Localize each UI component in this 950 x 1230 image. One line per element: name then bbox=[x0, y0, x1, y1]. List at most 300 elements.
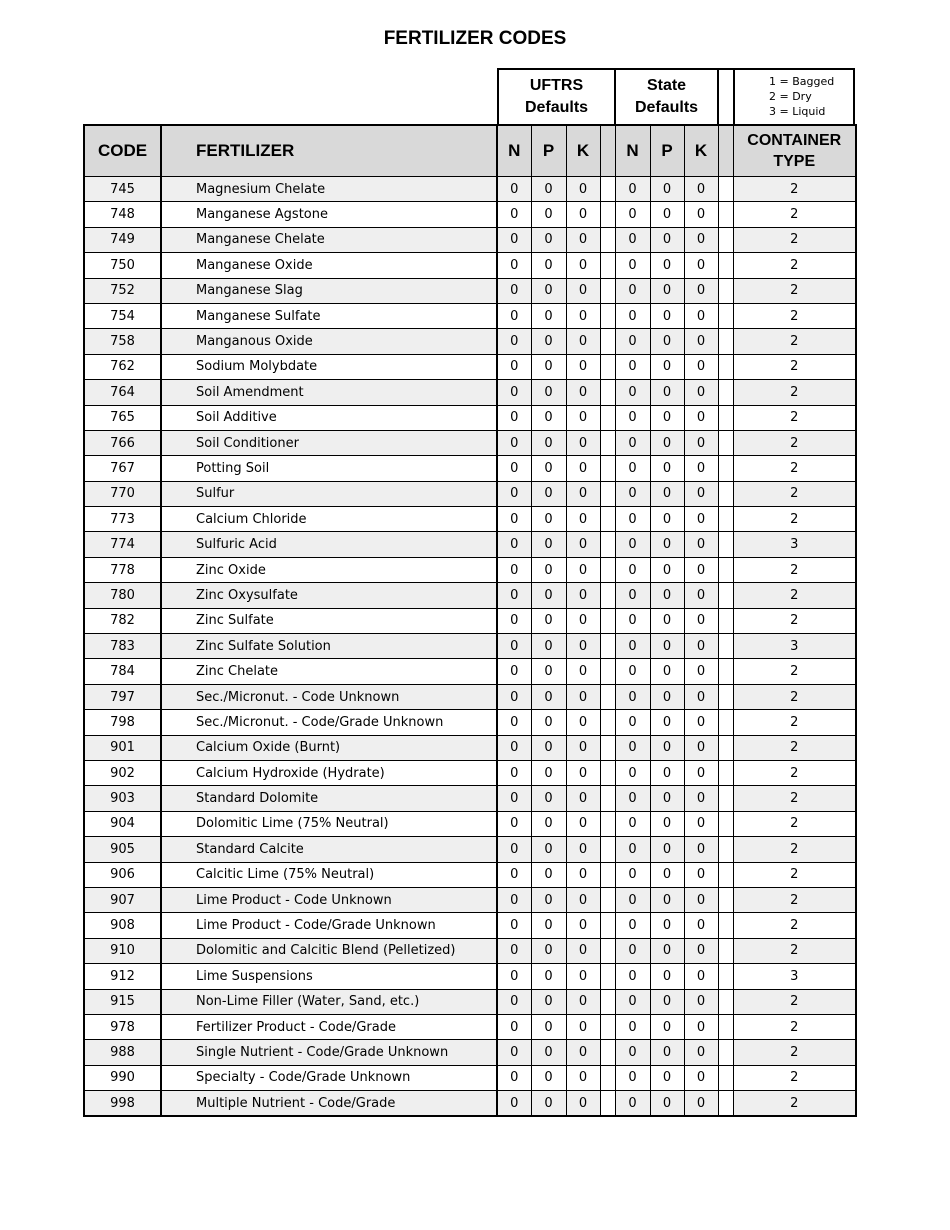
gap-cell bbox=[600, 532, 615, 557]
uftrs-p-cell: 0 bbox=[531, 532, 566, 557]
fertilizer-name-cell: Dolomitic and Calcitic Blend (Pelletized) bbox=[161, 938, 497, 963]
state-k-cell: 0 bbox=[684, 989, 718, 1014]
fertilizer-name-cell: Single Nutrient - Code/Grade Unknown bbox=[161, 1040, 497, 1065]
code-cell: 758 bbox=[84, 329, 161, 354]
fertilizer-name-cell: Fertilizer Product - Code/Grade bbox=[161, 1014, 497, 1039]
uftrs-n-cell: 0 bbox=[497, 938, 531, 963]
state-p-cell: 0 bbox=[650, 583, 684, 608]
fertilizer-name-cell: Calcium Hydroxide (Hydrate) bbox=[161, 760, 497, 785]
uftrs-p-cell: 0 bbox=[531, 862, 566, 887]
table-row bbox=[84, 989, 856, 1014]
uftrs-n-cell: 0 bbox=[497, 303, 531, 328]
code-cell: 766 bbox=[84, 430, 161, 455]
state-k-cell: 0 bbox=[684, 659, 718, 684]
state-p-cell: 0 bbox=[650, 430, 684, 455]
state-k-cell: 0 bbox=[684, 1065, 718, 1090]
uftrs-n-cell: 0 bbox=[497, 760, 531, 785]
table-row bbox=[84, 710, 856, 735]
container-type-cell: 2 bbox=[733, 837, 856, 862]
gap-cell bbox=[718, 303, 733, 328]
state-n-cell: 0 bbox=[615, 329, 650, 354]
state-p-cell: 0 bbox=[650, 862, 684, 887]
uftrs-p-cell: 0 bbox=[531, 303, 566, 328]
container-type-cell: 2 bbox=[733, 227, 856, 252]
code-cell: 770 bbox=[84, 481, 161, 506]
uftrs-n-cell: 0 bbox=[497, 1091, 531, 1117]
state-n-cell: 0 bbox=[615, 227, 650, 252]
container-type-legend bbox=[733, 68, 855, 125]
container-type-cell: 2 bbox=[733, 430, 856, 455]
container-type-cell: 2 bbox=[733, 583, 856, 608]
table-row bbox=[84, 1040, 856, 1065]
uftrs-n-cell: 0 bbox=[497, 202, 531, 227]
table-row bbox=[84, 659, 856, 684]
uftrs-k-cell: 0 bbox=[566, 354, 600, 379]
state-p-cell: 0 bbox=[650, 202, 684, 227]
gap-cell bbox=[600, 380, 615, 405]
uftrs-n-cell: 0 bbox=[497, 887, 531, 912]
container-type-cell: 2 bbox=[733, 735, 856, 760]
uftrs-n-cell: 0 bbox=[497, 659, 531, 684]
gap-cell bbox=[600, 862, 615, 887]
gap-cell bbox=[600, 177, 615, 202]
container-type-cell: 2 bbox=[733, 202, 856, 227]
container-type-cell: 2 bbox=[733, 278, 856, 303]
state-p-cell: 0 bbox=[650, 659, 684, 684]
uftrs-n-cell: 0 bbox=[497, 532, 531, 557]
fertilizer-name-cell: Soil Additive bbox=[161, 405, 497, 430]
uftrs-n-cell: 0 bbox=[497, 430, 531, 455]
gap-cell bbox=[718, 253, 733, 278]
fertilizer-name-cell: Sodium Molybdate bbox=[161, 354, 497, 379]
uftrs-n-header: N bbox=[497, 125, 531, 177]
table-row bbox=[84, 862, 856, 887]
uftrs-k-cell: 0 bbox=[566, 481, 600, 506]
container-type-cell: 2 bbox=[733, 380, 856, 405]
uftrs-k-cell: 0 bbox=[566, 507, 600, 532]
state-p-cell: 0 bbox=[650, 227, 684, 252]
uftrs-p-cell: 0 bbox=[531, 202, 566, 227]
state-p-cell: 0 bbox=[650, 278, 684, 303]
fertilizer-name-cell: Multiple Nutrient - Code/Grade bbox=[161, 1091, 497, 1117]
code-cell: 784 bbox=[84, 659, 161, 684]
uftrs-n-cell: 0 bbox=[497, 405, 531, 430]
state-n-cell: 0 bbox=[615, 1091, 650, 1117]
state-k-cell: 0 bbox=[684, 430, 718, 455]
table-row bbox=[84, 887, 856, 912]
code-cell: 778 bbox=[84, 557, 161, 582]
state-n-cell: 0 bbox=[615, 532, 650, 557]
state-n-cell: 0 bbox=[615, 456, 650, 481]
state-k-cell: 0 bbox=[684, 456, 718, 481]
gap-cell bbox=[600, 354, 615, 379]
container-type-cell: 2 bbox=[733, 354, 856, 379]
fertilizer-name-cell: Soil Conditioner bbox=[161, 430, 497, 455]
uftrs-k-cell: 0 bbox=[566, 177, 600, 202]
gap-cell bbox=[600, 684, 615, 709]
gap-cell bbox=[718, 456, 733, 481]
state-p-cell: 0 bbox=[650, 735, 684, 760]
uftrs-k-cell: 0 bbox=[566, 837, 600, 862]
fertilizer-name-cell: Standard Dolomite bbox=[161, 786, 497, 811]
state-p-cell: 0 bbox=[650, 837, 684, 862]
state-k-cell: 0 bbox=[684, 481, 718, 506]
state-n-cell: 0 bbox=[615, 202, 650, 227]
gap-cell bbox=[718, 634, 733, 659]
state-n-cell: 0 bbox=[615, 278, 650, 303]
state-defaults-header bbox=[614, 68, 719, 124]
state-p-cell: 0 bbox=[650, 303, 684, 328]
table-row bbox=[84, 1065, 856, 1090]
uftrs-header-line-1: UFTRS bbox=[529, 77, 584, 94]
container-type-cell: 2 bbox=[733, 938, 856, 963]
code-cell: 783 bbox=[84, 634, 161, 659]
container-type-cell: 2 bbox=[733, 811, 856, 836]
gap-cell bbox=[718, 989, 733, 1014]
code-cell: 754 bbox=[84, 303, 161, 328]
gap-cell bbox=[600, 557, 615, 582]
fertilizer-name-cell: Potting Soil bbox=[161, 456, 497, 481]
uftrs-k-cell: 0 bbox=[566, 456, 600, 481]
container-type-cell: 2 bbox=[733, 1065, 856, 1090]
uftrs-n-cell: 0 bbox=[497, 227, 531, 252]
code-cell: 915 bbox=[84, 989, 161, 1014]
uftrs-k-cell: 0 bbox=[566, 278, 600, 303]
gap-cell bbox=[718, 532, 733, 557]
container-type-cell: 2 bbox=[733, 1014, 856, 1039]
state-n-cell: 0 bbox=[615, 938, 650, 963]
container-type-cell: 3 bbox=[733, 964, 856, 989]
state-n-cell: 0 bbox=[615, 887, 650, 912]
fertilizer-codes-table bbox=[83, 124, 857, 1117]
state-n-cell: 0 bbox=[615, 430, 650, 455]
uftrs-n-cell: 0 bbox=[497, 837, 531, 862]
uftrs-k-cell: 0 bbox=[566, 710, 600, 735]
uftrs-k-cell: 0 bbox=[566, 1065, 600, 1090]
state-k-cell: 0 bbox=[684, 583, 718, 608]
table-row bbox=[84, 456, 856, 481]
gap-cell bbox=[718, 227, 733, 252]
container-type-cell: 2 bbox=[733, 862, 856, 887]
fertilizer-name-cell: Sulfuric Acid bbox=[161, 532, 497, 557]
gap-cell bbox=[718, 278, 733, 303]
state-p-cell: 0 bbox=[650, 684, 684, 709]
state-p-cell: 0 bbox=[650, 456, 684, 481]
state-k-cell: 0 bbox=[684, 557, 718, 582]
state-p-cell: 0 bbox=[650, 253, 684, 278]
state-k-cell: 0 bbox=[684, 887, 718, 912]
gap-cell bbox=[718, 557, 733, 582]
uftrs-n-cell: 0 bbox=[497, 354, 531, 379]
state-k-cell: 0 bbox=[684, 507, 718, 532]
gap-cell bbox=[600, 329, 615, 354]
state-n-cell: 0 bbox=[615, 253, 650, 278]
uftrs-k-cell: 0 bbox=[566, 608, 600, 633]
state-n-cell: 0 bbox=[615, 481, 650, 506]
container-type-cell: 2 bbox=[733, 989, 856, 1014]
uftrs-k-cell: 0 bbox=[566, 303, 600, 328]
state-n-cell: 0 bbox=[615, 634, 650, 659]
uftrs-header-line-2: Defaults bbox=[524, 99, 589, 116]
container-type-cell: 3 bbox=[733, 634, 856, 659]
uftrs-p-cell: 0 bbox=[531, 659, 566, 684]
state-n-cell: 0 bbox=[615, 608, 650, 633]
legend-item: 2 = Dry bbox=[769, 90, 812, 103]
uftrs-p-cell: 0 bbox=[531, 380, 566, 405]
gap-cell bbox=[600, 303, 615, 328]
uftrs-n-cell: 0 bbox=[497, 253, 531, 278]
uftrs-n-cell: 0 bbox=[497, 786, 531, 811]
fertilizer-name-cell: Manganous Oxide bbox=[161, 329, 497, 354]
uftrs-p-cell: 0 bbox=[531, 989, 566, 1014]
uftrs-p-cell: 0 bbox=[531, 329, 566, 354]
uftrs-p-cell: 0 bbox=[531, 354, 566, 379]
uftrs-p-cell: 0 bbox=[531, 557, 566, 582]
code-cell: 912 bbox=[84, 964, 161, 989]
state-k-header: K bbox=[684, 125, 718, 177]
uftrs-p-cell: 0 bbox=[531, 507, 566, 532]
container-type-cell: 2 bbox=[733, 253, 856, 278]
gap-cell bbox=[718, 481, 733, 506]
gap-cell bbox=[600, 887, 615, 912]
code-cell: 902 bbox=[84, 760, 161, 785]
fertilizer-name-cell: Lime Product - Code Unknown bbox=[161, 887, 497, 912]
code-cell: 749 bbox=[84, 227, 161, 252]
legend-item: 1 = Bagged bbox=[769, 75, 835, 88]
container-type-cell: 2 bbox=[733, 659, 856, 684]
table-row bbox=[84, 837, 856, 862]
uftrs-p-cell: 0 bbox=[531, 710, 566, 735]
code-cell: 901 bbox=[84, 735, 161, 760]
uftrs-p-cell: 0 bbox=[531, 684, 566, 709]
uftrs-k-cell: 0 bbox=[566, 557, 600, 582]
state-p-cell: 0 bbox=[650, 1091, 684, 1117]
uftrs-p-cell: 0 bbox=[531, 456, 566, 481]
state-k-cell: 0 bbox=[684, 202, 718, 227]
uftrs-p-cell: 0 bbox=[531, 735, 566, 760]
gap-cell bbox=[600, 253, 615, 278]
uftrs-k-cell: 0 bbox=[566, 380, 600, 405]
fertilizer-name-cell: Non-Lime Filler (Water, Sand, etc.) bbox=[161, 989, 497, 1014]
gap-cell bbox=[718, 380, 733, 405]
gap-cell bbox=[718, 125, 733, 177]
fertilizer-name-cell: Zinc Oxide bbox=[161, 557, 497, 582]
uftrs-k-cell: 0 bbox=[566, 1040, 600, 1065]
table-row bbox=[84, 329, 856, 354]
state-k-cell: 0 bbox=[684, 1040, 718, 1065]
state-p-cell: 0 bbox=[650, 380, 684, 405]
uftrs-k-cell: 0 bbox=[566, 786, 600, 811]
uftrs-p-cell: 0 bbox=[531, 405, 566, 430]
state-k-cell: 0 bbox=[684, 964, 718, 989]
state-k-cell: 0 bbox=[684, 634, 718, 659]
uftrs-n-cell: 0 bbox=[497, 913, 531, 938]
code-cell: 904 bbox=[84, 811, 161, 836]
state-k-cell: 0 bbox=[684, 862, 718, 887]
gap-cell bbox=[600, 430, 615, 455]
gap-cell bbox=[600, 659, 615, 684]
gap-cell bbox=[600, 1014, 615, 1039]
legend-item: 3 = Liquid bbox=[769, 105, 826, 118]
container-type-cell: 2 bbox=[733, 684, 856, 709]
gap-cell bbox=[718, 1014, 733, 1039]
state-n-cell: 0 bbox=[615, 177, 650, 202]
uftrs-k-cell: 0 bbox=[566, 964, 600, 989]
table-row bbox=[84, 735, 856, 760]
fertilizer-name-cell: Dolomitic Lime (75% Neutral) bbox=[161, 811, 497, 836]
uftrs-k-cell: 0 bbox=[566, 913, 600, 938]
uftrs-k-cell: 0 bbox=[566, 430, 600, 455]
gap-cell bbox=[600, 634, 615, 659]
uftrs-n-cell: 0 bbox=[497, 329, 531, 354]
gap-cell bbox=[600, 760, 615, 785]
uftrs-p-cell: 0 bbox=[531, 481, 566, 506]
uftrs-n-cell: 0 bbox=[497, 380, 531, 405]
container-type-cell: 2 bbox=[733, 887, 856, 912]
fertilizer-name-cell: Sec./Micronut. - Code Unknown bbox=[161, 684, 497, 709]
container-type-cell: 2 bbox=[733, 456, 856, 481]
uftrs-k-cell: 0 bbox=[566, 735, 600, 760]
container-type-header bbox=[733, 125, 856, 177]
gap-cell bbox=[718, 710, 733, 735]
table-row bbox=[84, 253, 856, 278]
state-k-cell: 0 bbox=[684, 710, 718, 735]
code-cell: 990 bbox=[84, 1065, 161, 1090]
uftrs-p-cell: 0 bbox=[531, 608, 566, 633]
gap-cell bbox=[718, 583, 733, 608]
uftrs-n-cell: 0 bbox=[497, 862, 531, 887]
container-header-line-2: TYPE bbox=[773, 153, 816, 170]
state-k-cell: 0 bbox=[684, 811, 718, 836]
uftrs-p-cell: 0 bbox=[531, 938, 566, 963]
state-k-cell: 0 bbox=[684, 1014, 718, 1039]
code-cell: 752 bbox=[84, 278, 161, 303]
state-n-cell: 0 bbox=[615, 1040, 650, 1065]
state-p-cell: 0 bbox=[650, 405, 684, 430]
state-n-cell: 0 bbox=[615, 659, 650, 684]
gap-cell bbox=[718, 430, 733, 455]
gap-cell bbox=[718, 684, 733, 709]
state-k-cell: 0 bbox=[684, 253, 718, 278]
uftrs-k-cell: 0 bbox=[566, 202, 600, 227]
state-n-cell: 0 bbox=[615, 303, 650, 328]
uftrs-k-cell: 0 bbox=[566, 684, 600, 709]
table-row bbox=[84, 380, 856, 405]
state-n-cell: 0 bbox=[615, 354, 650, 379]
code-cell: 782 bbox=[84, 608, 161, 633]
code-cell: 773 bbox=[84, 507, 161, 532]
uftrs-p-cell: 0 bbox=[531, 760, 566, 785]
uftrs-p-cell: 0 bbox=[531, 887, 566, 912]
code-cell: 910 bbox=[84, 938, 161, 963]
state-n-cell: 0 bbox=[615, 557, 650, 582]
gap-cell bbox=[718, 735, 733, 760]
table-row bbox=[84, 1091, 856, 1117]
uftrs-n-cell: 0 bbox=[497, 1014, 531, 1039]
fertilizer-name-cell: Calcium Oxide (Burnt) bbox=[161, 735, 497, 760]
gap-cell bbox=[718, 202, 733, 227]
table-row bbox=[84, 303, 856, 328]
uftrs-n-cell: 0 bbox=[497, 557, 531, 582]
uftrs-p-cell: 0 bbox=[531, 430, 566, 455]
gap-cell bbox=[718, 354, 733, 379]
fertilizer-column-header: FERTILIZER bbox=[161, 125, 497, 177]
container-type-cell: 2 bbox=[733, 760, 856, 785]
table-row bbox=[84, 811, 856, 836]
code-cell: 774 bbox=[84, 532, 161, 557]
fertilizer-name-cell: Zinc Oxysulfate bbox=[161, 583, 497, 608]
table-row bbox=[84, 227, 856, 252]
uftrs-n-cell: 0 bbox=[497, 1040, 531, 1065]
uftrs-n-cell: 0 bbox=[497, 177, 531, 202]
table-row bbox=[84, 532, 856, 557]
gap-cell bbox=[600, 583, 615, 608]
uftrs-n-cell: 0 bbox=[497, 583, 531, 608]
uftrs-n-cell: 0 bbox=[497, 735, 531, 760]
container-header-line-1: CONTAINER bbox=[747, 132, 842, 149]
state-n-cell: 0 bbox=[615, 964, 650, 989]
gap-cell bbox=[600, 405, 615, 430]
fertilizer-name-cell: Soil Amendment bbox=[161, 380, 497, 405]
uftrs-p-cell: 0 bbox=[531, 1014, 566, 1039]
state-p-cell: 0 bbox=[650, 887, 684, 912]
fertilizer-name-cell: Manganese Slag bbox=[161, 278, 497, 303]
gap-cell bbox=[600, 837, 615, 862]
container-type-cell: 2 bbox=[733, 913, 856, 938]
state-p-cell: 0 bbox=[650, 1065, 684, 1090]
uftrs-n-cell: 0 bbox=[497, 989, 531, 1014]
fertilizer-name-cell: Manganese Agstone bbox=[161, 202, 497, 227]
state-n-cell: 0 bbox=[615, 735, 650, 760]
uftrs-p-cell: 0 bbox=[531, 964, 566, 989]
table-row bbox=[84, 938, 856, 963]
uftrs-k-cell: 0 bbox=[566, 583, 600, 608]
state-n-cell: 0 bbox=[615, 811, 650, 836]
uftrs-k-cell: 0 bbox=[566, 634, 600, 659]
state-n-cell: 0 bbox=[615, 380, 650, 405]
container-type-cell: 3 bbox=[733, 532, 856, 557]
uftrs-k-cell: 0 bbox=[566, 938, 600, 963]
state-p-cell: 0 bbox=[650, 329, 684, 354]
code-cell: 908 bbox=[84, 913, 161, 938]
state-header-line-2: Defaults bbox=[634, 99, 699, 116]
uftrs-n-cell: 0 bbox=[497, 684, 531, 709]
table-body bbox=[84, 177, 856, 1117]
container-type-cell: 2 bbox=[733, 177, 856, 202]
code-column-header: CODE bbox=[84, 125, 161, 177]
code-cell: 745 bbox=[84, 177, 161, 202]
gap-cell bbox=[600, 811, 615, 836]
table-row bbox=[84, 634, 856, 659]
gap-cell bbox=[600, 938, 615, 963]
table-row bbox=[84, 405, 856, 430]
gap-cell bbox=[718, 1065, 733, 1090]
uftrs-n-cell: 0 bbox=[497, 507, 531, 532]
uftrs-k-header: K bbox=[566, 125, 600, 177]
state-k-cell: 0 bbox=[684, 837, 718, 862]
state-k-cell: 0 bbox=[684, 532, 718, 557]
gap-cell bbox=[718, 177, 733, 202]
gap-cell bbox=[718, 837, 733, 862]
state-p-header: P bbox=[650, 125, 684, 177]
uftrs-k-cell: 0 bbox=[566, 659, 600, 684]
state-k-cell: 0 bbox=[684, 608, 718, 633]
gap-cell bbox=[718, 329, 733, 354]
uftrs-p-cell: 0 bbox=[531, 278, 566, 303]
uftrs-p-header: P bbox=[531, 125, 566, 177]
uftrs-n-cell: 0 bbox=[497, 1065, 531, 1090]
state-p-cell: 0 bbox=[650, 811, 684, 836]
